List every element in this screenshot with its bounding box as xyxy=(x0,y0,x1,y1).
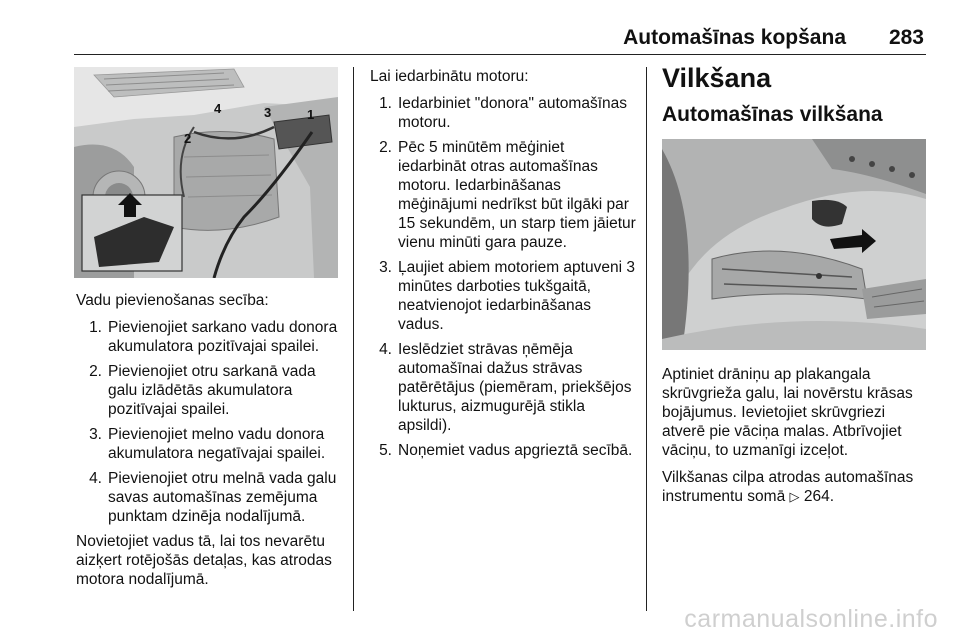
towing-instructions: Aptiniet drāniņu ap plakangala skrūvgrieža galu, lai novērstu krāsas bojājumus. Ievietojiet skrūvgriezi atverē pie vāciņa malas. Atbrīvojiet vāciņu, to uzmanīgi izceļot. xyxy=(662,366,913,459)
section-heading: Vilkšana xyxy=(662,63,772,93)
towing-eye-cover-photo xyxy=(662,139,926,350)
engine-bay-illustration xyxy=(74,67,338,278)
connection-steps xyxy=(76,318,344,526)
column-divider-2 xyxy=(646,67,647,611)
towing-eye-location: Vilkšanas cilpa atrodas automašīnas instrumentu somā ▷ 264. xyxy=(662,469,914,505)
callout-1: 1 xyxy=(307,107,315,122)
page-header xyxy=(74,26,926,55)
page-reference-icon: ▷ xyxy=(789,489,800,504)
list-item: 4. Pievienojiet otru melnā vada galu savas automašīnas zemējuma punktam dzinēja nodalījumā. xyxy=(89,470,337,525)
middle-column-text xyxy=(370,67,636,466)
start-intro: Lai iedarbinātu motoru: xyxy=(370,68,529,85)
callout-4: 4 xyxy=(214,101,222,116)
right-column-text xyxy=(662,365,928,514)
list-item: 2. Pievienojiet otru sarkanā vada galu izlādētās akumulatora pozitīvajai spailei. xyxy=(89,363,316,418)
list-item: 3. Ļaujiet abiem motoriem aptuveni 3 minūtes darboties tukšgaitā, neatvienojot iedarbināšanas vadus. xyxy=(379,259,635,333)
list-item: 1. Pievienojiet sarkano vadu donora akumulatora pozitīvajai spailei. xyxy=(89,319,338,355)
list-item: 2. Pēc 5 minūtēm mēģiniet iedarbināt otras automašīnas motoru. Iedarbināšanas mēģinājumi nedrīkst būt ilgāki par 15 sekundēm, un starp tiem jāietur vienu minūti gara pauze. xyxy=(379,139,636,251)
page-reference[interactable]: 264. xyxy=(803,488,834,505)
list-item: 1. Iedarbiniet "donora" automašīnas motoru. xyxy=(379,95,628,131)
subsection-heading: Automašīnas vilkšana xyxy=(662,103,883,126)
connection-intro: Vadu pievienošanas secība: xyxy=(76,292,269,309)
right-column-heading xyxy=(662,62,928,128)
jump-start-engine-photo xyxy=(74,67,338,278)
watermark: carmanualsonline.info xyxy=(684,605,938,633)
left-column-text xyxy=(76,291,344,597)
start-steps xyxy=(370,94,636,460)
callout-3: 3 xyxy=(264,105,272,120)
callout-2: 2 xyxy=(184,131,192,146)
cable-placement-note: Novietojiet vadus tā, lai tos nevarētu aizķert rotējošās detaļas, kas atrodas motora nodalījumā. xyxy=(76,533,332,588)
page-number: 283 xyxy=(888,26,924,49)
section-title: Automašīnas kopšana xyxy=(623,26,846,49)
column-divider-1 xyxy=(353,67,354,611)
list-item: 5. Noņemiet vadus apgrieztā secībā. xyxy=(379,442,633,459)
list-item: 4. Ieslēdziet strāvas ņēmēja automašīnai dažus strāvas patērētājus (piemēram, priekšējos lukturus, aizmugurējā stikla apsildi). xyxy=(379,341,632,434)
front-bumper-illustration xyxy=(662,139,926,350)
list-item: 3. Pievienojiet melno vadu donora akumulatora negatīvajai spailei. xyxy=(89,426,326,462)
